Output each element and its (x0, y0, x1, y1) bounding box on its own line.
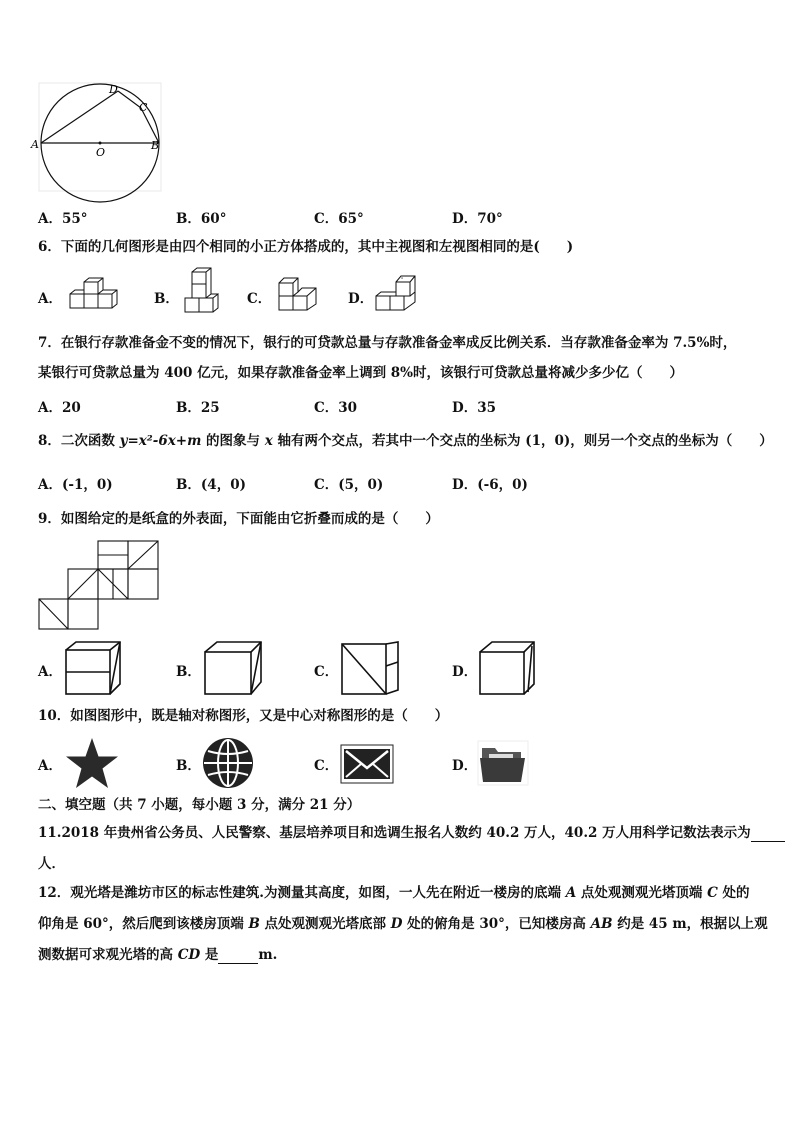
q12-unit: m. (258, 947, 278, 963)
q12-point-b: B (248, 916, 260, 932)
q12-line1 (38, 884, 750, 902)
q8-stem-mid: 的图象与 (201, 433, 265, 449)
q9-option-d-cube (478, 640, 538, 696)
q5-option-c[interactable]: C．65° (314, 211, 364, 227)
q8-formula: y=x²-6x+m (119, 433, 202, 449)
q11-answer-blank[interactable] (751, 827, 785, 842)
label-C: C (139, 101, 148, 114)
globe-icon (201, 736, 255, 790)
folder-icon (477, 740, 529, 786)
label-O: O (96, 146, 106, 159)
q6-option-c-figure (276, 274, 320, 312)
q12-segment-ab: AB (590, 916, 613, 932)
q8-option-b[interactable]: B．(4，0) (176, 477, 246, 493)
q8-stem (38, 432, 773, 450)
q12-point-c: C (707, 885, 718, 901)
envelope-icon (340, 744, 394, 784)
q10-option-a-letter[interactable]: A． (38, 758, 62, 774)
q7-option-d[interactable]: D．35 (452, 400, 496, 416)
q12-line1-text: 12．观光塔是潍坊市区的标志性建筑.为测量其高度，如图，一人先在附近一楼房的底端 (38, 885, 566, 901)
q6-option-d-letter[interactable]: D． (348, 291, 374, 307)
q7-line2: 某银行可贷款总量为 400 亿元，如果存款准备金率上调到 8%时，该银行可贷款总量将减少多少亿（ ） (38, 365, 683, 381)
q9-option-b-cube (203, 640, 263, 696)
q12-answer-blank[interactable] (218, 949, 258, 964)
label-B: B (151, 139, 160, 152)
q12-line2 (38, 915, 768, 933)
q8-stem-pre: 8．二次函数 (38, 433, 120, 449)
q9-option-a-cube (64, 640, 122, 696)
q12-line1-text-3: 处的 (717, 885, 750, 901)
q12-line2-text: 仰角是 60°，然后爬到该楼房顶端 (38, 916, 249, 932)
q12-line2-text-4: 约是 45 m，根据以上观 (612, 916, 768, 932)
q6-option-c-letter[interactable]: C． (247, 291, 272, 307)
q8-stem-post: 轴有两个交点，若其中一个交点的坐标为 (1，0)，则另一个交点的坐标为（ ） (272, 433, 773, 449)
q7-option-c[interactable]: C．30 (314, 400, 358, 416)
q9-option-c-letter[interactable]: C． (314, 664, 339, 680)
q12-line3-text: 测数据可求观光塔的高 (38, 947, 178, 963)
q7-option-a[interactable]: A．20 (38, 400, 81, 416)
q5-option-a[interactable]: A．55° (38, 211, 88, 227)
q12-line3 (38, 946, 277, 964)
q5-option-b[interactable]: B．60° (176, 211, 227, 227)
q5-option-d[interactable]: D．70° (452, 211, 503, 227)
q6-option-b-letter[interactable]: B． (154, 291, 179, 307)
q9-net-figure (38, 540, 163, 632)
q12-line1-text-2: 点处观测观光塔顶端 (576, 885, 708, 901)
q6-option-b-figure (182, 268, 222, 314)
q12-point-a: A (565, 885, 577, 901)
q9-option-a-letter[interactable]: A． (38, 664, 62, 680)
q7-line1: 7．在银行存款准备金不变的情况下，银行的可贷款总量与存款准备金率成反比例关系．当存款准备金率为 7.5%时， (38, 335, 737, 351)
q8-x: x (264, 433, 273, 449)
q6-stem: 6．下面的几何图形是由四个相同的小正方体搭成的，其中主视图和左视图相同的是( ) (38, 239, 574, 255)
label-D: D (109, 83, 118, 96)
q10-option-c-letter[interactable]: C． (314, 758, 339, 774)
q8-option-c[interactable]: C．(5，0) (314, 477, 384, 493)
q12-point-d: D (390, 916, 403, 932)
circle-figure (31, 82, 163, 194)
q9-option-c-cube (340, 640, 400, 696)
q12-line3-text-2: 是 (200, 947, 219, 963)
star-icon (64, 737, 120, 791)
q11-line1 (38, 824, 785, 842)
q6-option-d-figure (374, 272, 418, 312)
q9-stem: 9．如图给定的是纸盒的外表面，下面能由它折叠而成的是（ ） (38, 511, 439, 527)
q8-option-d[interactable]: D．(-6，0) (452, 477, 528, 493)
q11-line2: 人． (38, 856, 65, 872)
q6-option-a-letter[interactable]: A． (38, 291, 62, 307)
q12-segment-cd: CD (177, 947, 201, 963)
q12-line2-text-3: 处的俯角是 30°，已知楼房高 (402, 916, 591, 932)
q7-option-b[interactable]: B．25 (176, 400, 220, 416)
q8-option-a[interactable]: A．(-1，0) (38, 477, 113, 493)
q10-option-d-letter[interactable]: D． (452, 758, 478, 774)
q12-line2-text-2: 点处观测观光塔底部 (259, 916, 391, 932)
q9-option-b-letter[interactable]: B． (176, 664, 201, 680)
q6-option-a-figure (68, 276, 120, 310)
q11-text: 11.2018 年贵州省公务员、人民警察、基层培养项目和选调生报名人数约 40.2 万人，40.2 万人用科学记数法表示为 (38, 825, 751, 841)
section-2-title: 二、填空题（共 7 小题，每小题 3 分，满分 21 分） (38, 797, 361, 813)
q10-option-b-letter[interactable]: B． (176, 758, 201, 774)
q9-option-d-letter[interactable]: D． (452, 664, 478, 680)
q10-stem: 10．如图图形中，既是轴对称图形，又是中心对称图形的是（ ） (38, 708, 449, 724)
label-A: A (31, 138, 39, 151)
